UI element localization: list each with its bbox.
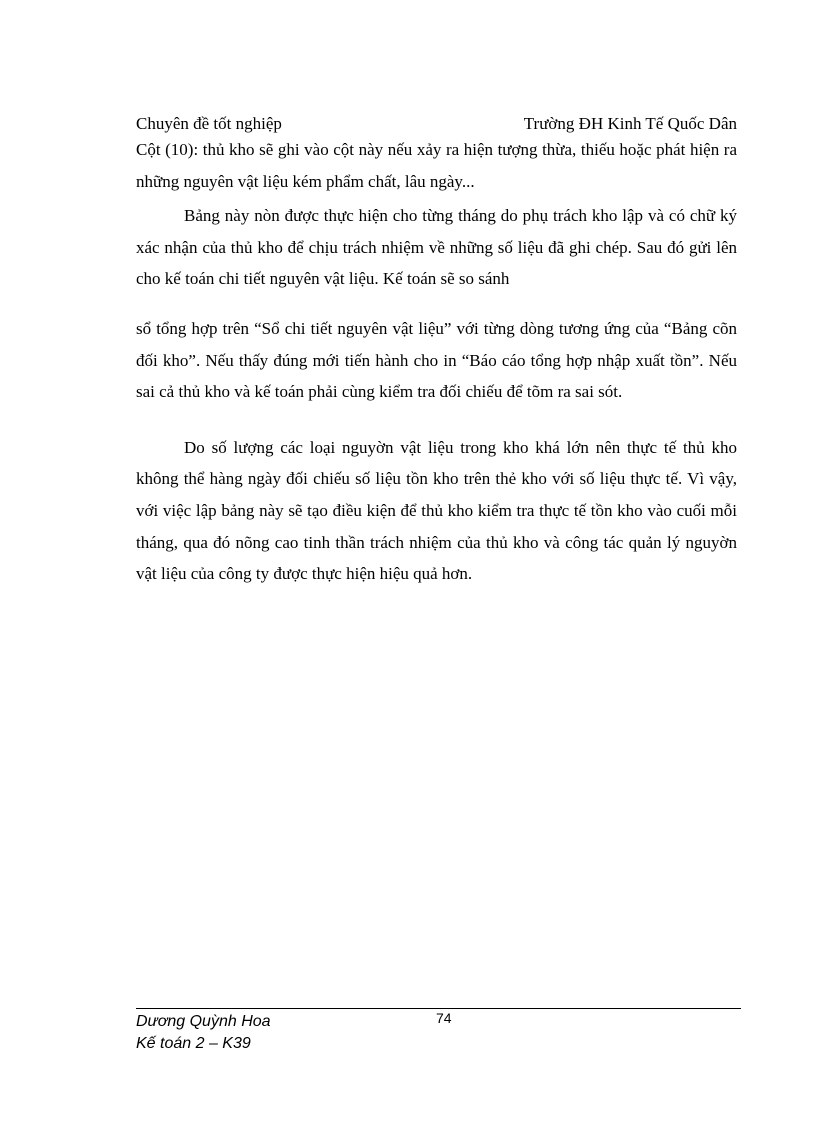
page-number: 74 bbox=[436, 1010, 452, 1026]
paragraph-column-10: Cột (10): thủ kho sẽ ghi vào cột này nếu xảy ra hiện tượng thừa, thiếu hoặc phát hiện ra những nguyên vật liệu kém phẩm chất, lâu ngày... bbox=[136, 140, 737, 191]
paragraph-table-preparation: Bảng này nòn được thực hiện cho từng tháng do phụ trách kho lập và có chữ ký xác nhận của thủ kho để chịu trách nhiệm về những số liệu đã ghi chép. Sau đó gửi lên cho kế toán chi tiết nguyên vật liệu. Kế toán sẽ so sánh bbox=[136, 206, 737, 289]
page-header bbox=[136, 112, 737, 136]
paragraph-inventory-check: Do số lượng các loại nguyờn vật liệu trong kho khá lớn nên thực tế thủ kho không thể hàng ngày đối chiếu số liệu tồn kho trên thẻ kho với số liệu thực tế. Vì vậy, với việc lập bảng này sẽ tạo điều kiện để thủ kho kiểm tra thực tế tồn kho vào cuối mỗi tháng, qua đó nõng cao tinh thần trách nhiệm của thủ kho và công tác quản lý nguyờn vật liệu của công ty được thực hiện hiệu quả hơn. bbox=[136, 437, 737, 584]
text-block-upper bbox=[136, 134, 737, 295]
paragraph-comparison: sổ tổng hợp trên “Sổ chi tiết nguyên vật liệu” với từng dòng tương ứng của “Bảng cõn đối kho”. Nếu thấy đúng mới tiến hành cho in “Báo cáo tổng hợp nhập xuất tồn”. Nếu sai cả thủ kho và kế toán phải cùng kiểm tra đối chiếu để tõm ra sai sót. bbox=[136, 319, 737, 402]
header-school: Trường ĐH Kinh Tế Quốc Dân bbox=[523, 114, 737, 133]
footer-author: Dương Quỳnh Hoa bbox=[136, 1013, 271, 1030]
header-title: Chuyên đề tốt nghiệp bbox=[136, 114, 282, 133]
text-block-lower bbox=[136, 313, 737, 590]
footer-class: Kế toán 2 – K39 bbox=[136, 1035, 251, 1052]
